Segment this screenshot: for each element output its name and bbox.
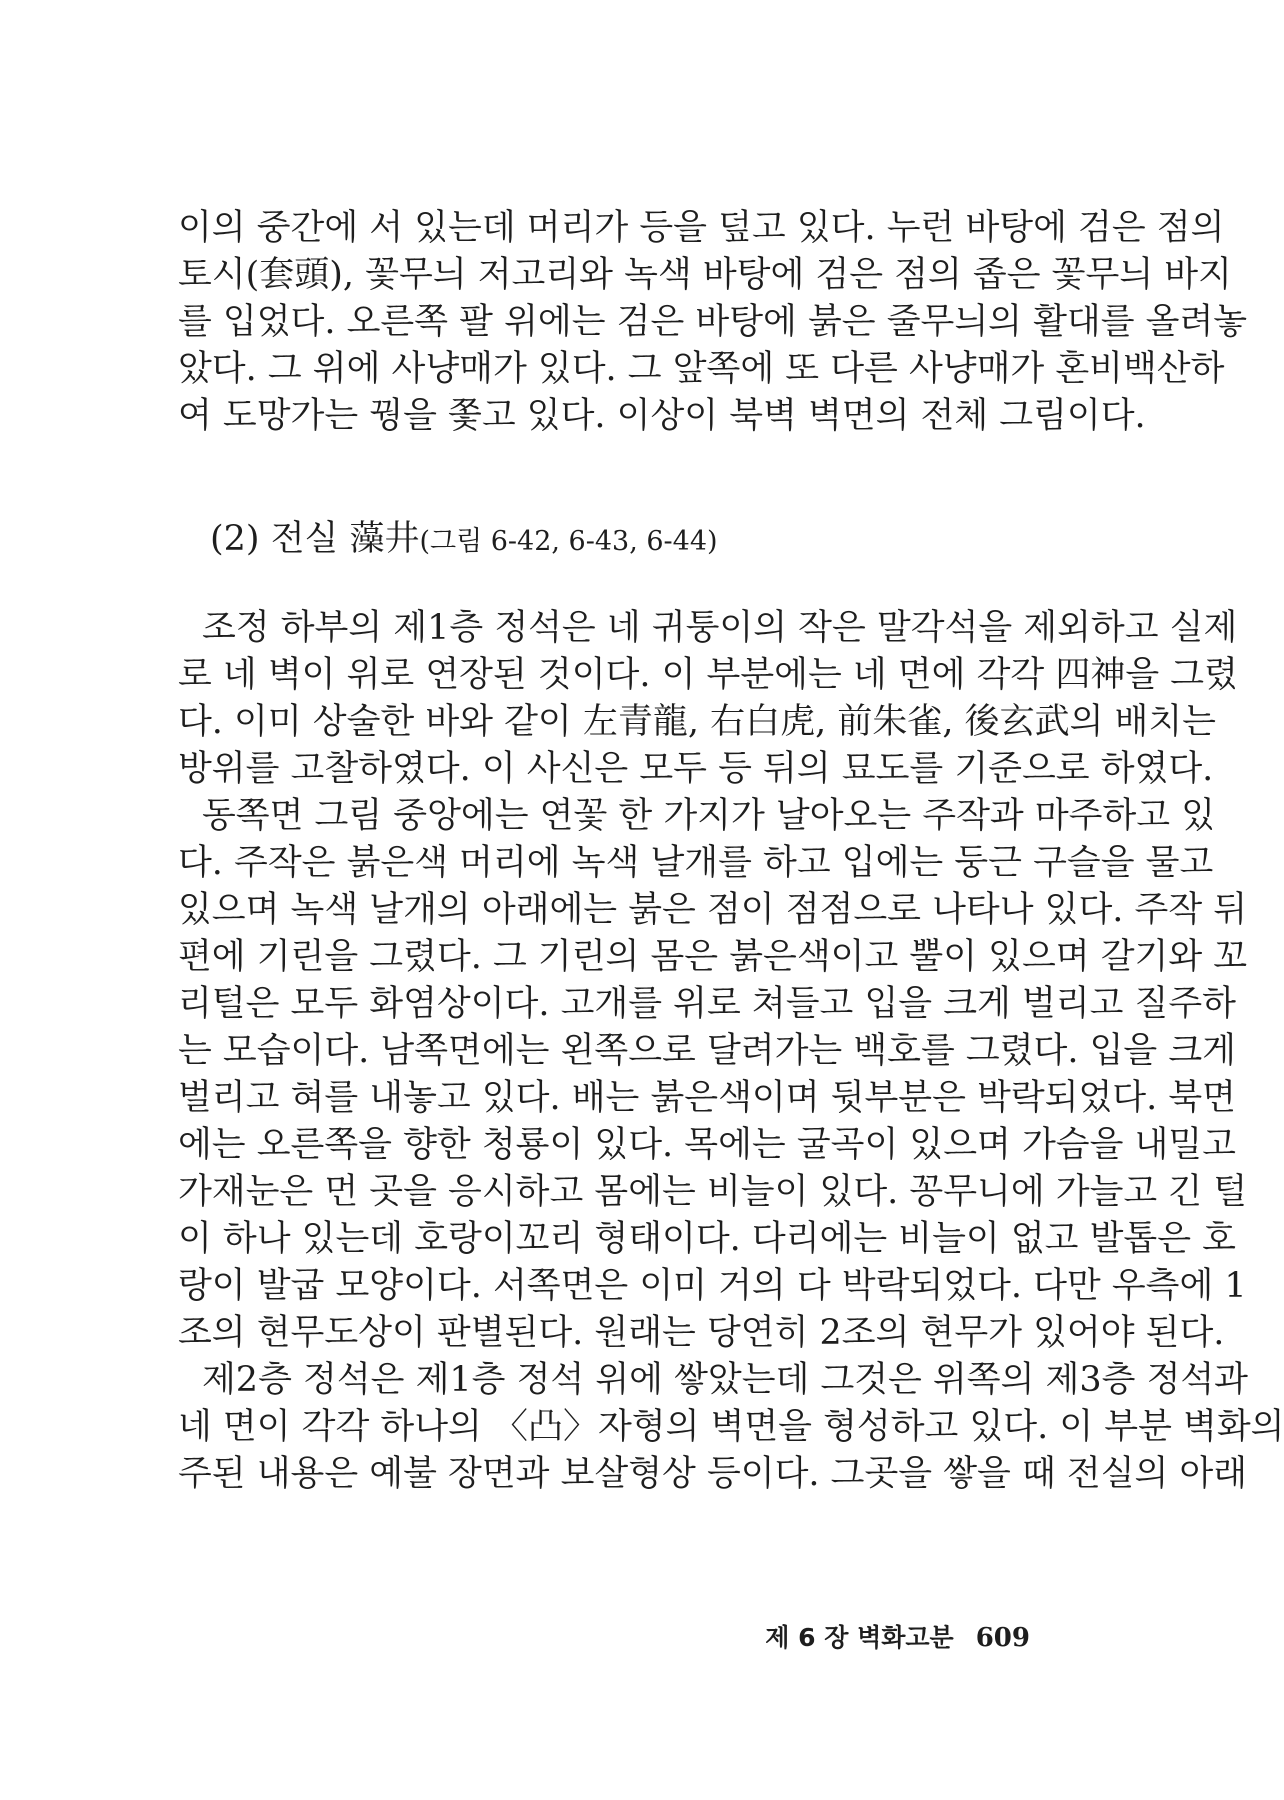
text-line: 에는 오른쪽을 향한 청룡이 있다. 목에는 굴곡이 있으며 가슴을 내밀고 bbox=[178, 1125, 1236, 1165]
text-line: 랑이 발굽 모양이다. 서쪽면은 이미 거의 다 박락되었다. 다만 우측에 1 bbox=[178, 1266, 1247, 1306]
text-line: 있으며 녹색 날개의 아래에는 붉은 점이 점점으로 나타나 있다. 주작 뒤 bbox=[178, 890, 1248, 930]
page-footer bbox=[765, 1620, 1030, 1656]
paragraph-four-gods bbox=[178, 605, 1238, 793]
text-line: 주된 내용은 예불 장면과 보살형상 등이다. 그곳을 쌓을 때 전실의 아래 bbox=[178, 1454, 1248, 1494]
text-line: 를 입었다. 오른쪽 팔 위에는 검은 바탕에 붉은 줄무늬의 활대를 올려놓 bbox=[178, 302, 1248, 342]
text-line: 토시(套頭), 꽃무늬 저고리와 녹색 바탕에 검은 점의 좁은 꽃무늬 바지 bbox=[178, 255, 1232, 295]
paragraph-wall-descriptions bbox=[178, 793, 1248, 1357]
text-line: 다. 이미 상술한 바와 같이 左青龍, 右白虎, 前朱雀, 後玄武의 배치는 bbox=[178, 702, 1216, 742]
text-line: 로 네 벽이 위로 연장된 것이다. 이 부분에는 네 면에 각각 四神을 그렸 bbox=[178, 655, 1238, 695]
section-heading-title: (2) 전실 藻井 bbox=[210, 519, 420, 559]
text-line: 가재눈은 먼 곳을 응시하고 몸에는 비늘이 있다. 꽁무니에 가늘고 긴 털 bbox=[178, 1172, 1248, 1212]
text-line: 벌리고 혀를 내놓고 있다. 배는 붉은색이며 뒷부분은 박락되었다. 북면 bbox=[178, 1078, 1236, 1118]
text-line: 이의 중간에 서 있는데 머리가 등을 덮고 있다. 누런 바탕에 검은 점의 bbox=[178, 208, 1225, 248]
text-line: 네 면이 각각 하나의 〈凸〉자형의 벽면을 형성하고 있다. 이 부분 벽화의 bbox=[178, 1407, 1284, 1447]
text-line: 조정 하부의 제1층 정석은 네 귀퉁이의 작은 말각석을 제외하고 실제 bbox=[202, 608, 1238, 648]
text-line: 방위를 고찰하였다. 이 사신은 모두 등 뒤의 묘도를 기준으로 하였다. bbox=[178, 749, 1214, 789]
text-line: 제2층 정석은 제1층 정석 위에 쌓았는데 그것은 위쪽의 제3층 정석과 bbox=[202, 1360, 1248, 1400]
text-line: 다. 주작은 붉은색 머리에 녹색 날개를 하고 입에는 둥근 구슬을 물고 bbox=[178, 843, 1214, 883]
text-line: 리털은 모두 화염상이다. 고개를 위로 쳐들고 입을 크게 벌리고 질주하 bbox=[178, 984, 1236, 1024]
section-heading bbox=[210, 516, 718, 565]
paragraph-second-layer bbox=[178, 1357, 1284, 1498]
text-line: 동쪽면 그림 중앙에는 연꽃 한 가지가 날아오는 주작과 마주하고 있 bbox=[202, 796, 1216, 836]
text-line: 았다. 그 위에 사냥매가 있다. 그 앞쪽에 또 다른 사냥매가 혼비백산하 bbox=[178, 349, 1225, 389]
text-line: 조의 현무도상이 판별된다. 원래는 당연히 2조의 현무가 있어야 된다. bbox=[178, 1313, 1225, 1353]
text-line: 는 모습이다. 남쪽면에는 왼쪽으로 달려가는 백호를 그렸다. 입을 크게 bbox=[178, 1031, 1236, 1071]
paragraph-north-wall-end bbox=[178, 205, 1248, 440]
running-footer-chapter: 제 6 장 벽화고분 bbox=[765, 1623, 954, 1652]
text-line: 여 도망가는 꿩을 쫓고 있다. 이상이 북벽 벽면의 전체 그림이다. bbox=[178, 396, 1146, 436]
text-line: 편에 기린을 그렸다. 그 기린의 몸은 붉은색이고 뿔이 있으며 갈기와 꼬 bbox=[178, 937, 1248, 977]
text-line: 이 하나 있는데 호랑이꼬리 형태이다. 다리에는 비늘이 없고 발톱은 호 bbox=[178, 1219, 1236, 1259]
page-number: 609 bbox=[975, 1623, 1030, 1653]
section-heading-figure-ref: (그림 6-42, 6-43, 6-44) bbox=[419, 526, 718, 557]
